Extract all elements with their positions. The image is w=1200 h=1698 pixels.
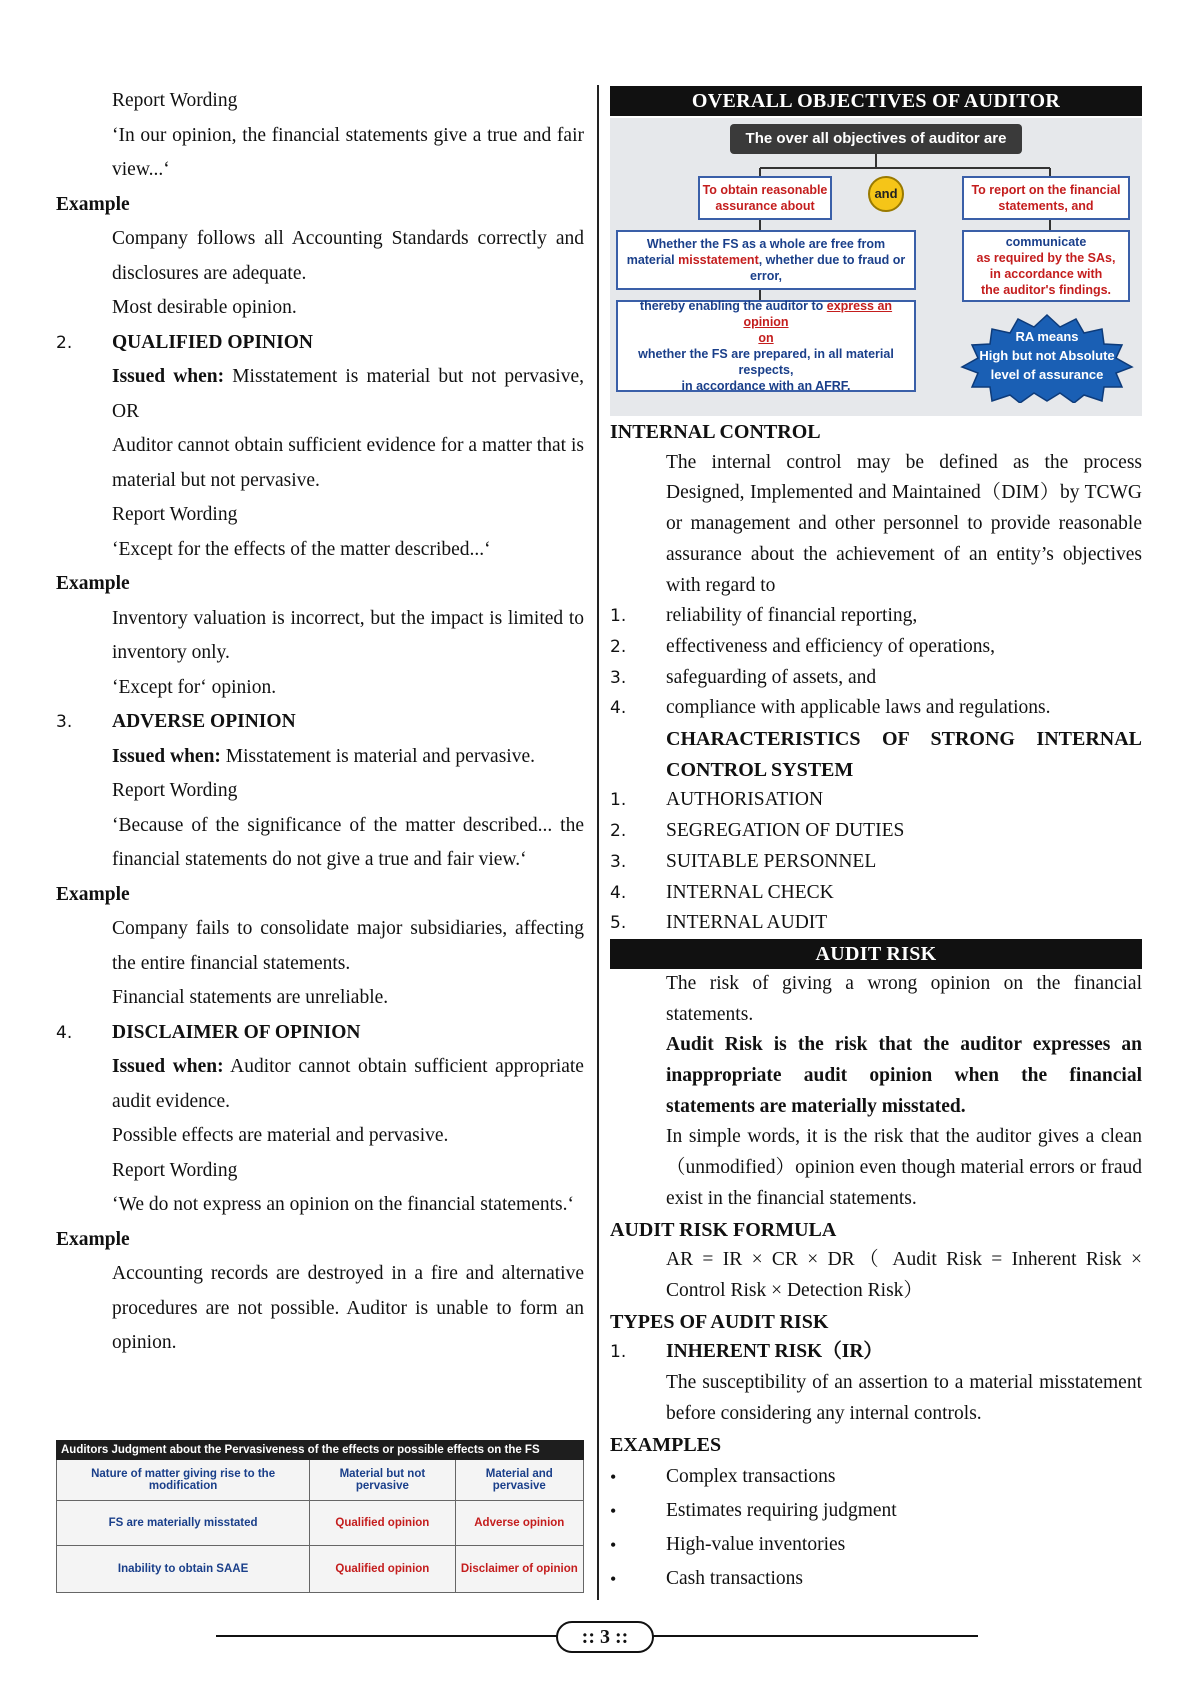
list-number: 3. [610, 851, 627, 872]
bullet-icon: • [610, 1535, 617, 1556]
list-item [610, 908, 1142, 939]
table-col-header: Material and pervasive [455, 1460, 583, 1501]
left-mid-c: , whether due to fraud or error, [750, 253, 906, 283]
table-row [57, 1460, 584, 1501]
list-text: Estimates requiring judgment [666, 1500, 897, 1522]
list-item [610, 847, 1142, 878]
types-title: TYPES OF AUDIT RISK [610, 1310, 829, 1333]
diagram-right-mid [962, 230, 1130, 302]
qualified-report-label: Report Wording [112, 504, 238, 525]
list-number: 3. [610, 667, 627, 688]
audit-risk-simple: In simple words, it is the risk that the auditor gives a clean（unmodified）opinion even though material errors or fraud exist in the financial statements. [666, 1126, 1142, 1209]
table-header: Auditors Judgment about the Pervasiveness of the effects or possible effects on the FS [57, 1441, 584, 1460]
qualified-number: 2. [56, 332, 73, 353]
adverse-note: Financial statements are unreliable. [112, 987, 389, 1008]
diagram-and-circle: and [868, 176, 904, 212]
disclaimer-number: 4. [56, 1022, 73, 1043]
list-text: SEGREGATION OF DUTIES [666, 820, 905, 842]
diagram-top-box: The over all objectives of auditor are [730, 124, 1022, 154]
table-row [57, 1501, 584, 1546]
internal-control-definition: The internal control may be defined as the process Designed, Implemented and Maintained（DIM）by TCWG or management and other personnel to provide reasonable assurance about the achievement of an entity’s objectives with regard to [666, 451, 1142, 596]
qualified-issued-text2: Auditor cannot obtain sufficient evidence for a matter that is material but not pervasive. [112, 435, 584, 491]
inherent-risk-definition: The susceptibility of an assertion to a material misstatement before considering any internal controls. [666, 1372, 1142, 1424]
list-text: safeguarding of assets, and [666, 666, 877, 688]
right-mid-d: the auditor's findings. [980, 283, 1112, 297]
formula-text: AR = IR × CR × DR（ Audit Risk = Inherent Risk × Control Risk × Detection Risk） [666, 1249, 1142, 1301]
page-number: :: 3 :: [556, 1621, 654, 1653]
disclaimer-title: DISCLAIMER OF OPINION [112, 1021, 361, 1043]
adverse-report-label: Report Wording [112, 780, 238, 801]
diagram-left-head [698, 176, 832, 220]
list-text: effectiveness and efficiency of operations, [666, 635, 996, 657]
left-column [56, 84, 584, 1361]
audit-risk-bold-definition: Audit Risk is the risk that the auditor expresses an inappropriate audit opinion when the financial statements are materially misstated. [666, 1034, 1142, 1117]
qualified-issued-text: Misstatement is material but not pervasive, OR [112, 366, 585, 422]
example-label: Example [56, 573, 130, 594]
examples-list [610, 1460, 1142, 1596]
table-col-header: Material but not pervasive [310, 1460, 455, 1501]
table-row [57, 1546, 584, 1593]
characteristics-list [610, 785, 1142, 939]
unmodified-report-wording: ‘In our opinion, the financial statements give a true and fair view...‘ [112, 124, 584, 180]
list-number: 1. [610, 606, 627, 627]
ic-objectives-list [610, 601, 1142, 724]
right-head-text: To report on the financial statements, and [971, 183, 1121, 213]
list-number: 1. [610, 790, 627, 811]
table-col-header: Nature of matter giving rise to the modification [57, 1460, 310, 1501]
table-cell: Adverse opinion [455, 1501, 583, 1546]
inherent-risk-heading [610, 1337, 1142, 1368]
left-mid-text [624, 236, 908, 284]
bullet-icon: • [610, 1569, 617, 1590]
list-item [610, 1528, 1142, 1562]
list-text: SUITABLE PERSONNEL [666, 850, 877, 872]
diagram-right-head [962, 176, 1130, 220]
left-bot-b: express an opinion [743, 299, 893, 329]
left-bot-d: whether the FS are prepared, in all material respects, [638, 347, 894, 377]
qualified-example-text: Inventory valuation is incorrect, but the impact is limited to inventory only. [112, 607, 584, 663]
characteristics-title: CHARACTERISTICS OF STRONG INTERNAL CONTROL SYSTEM [666, 728, 1142, 781]
qualified-heading [56, 326, 584, 361]
table-cell: Qualified opinion [310, 1546, 455, 1593]
disclaimer-heading [56, 1016, 584, 1051]
list-item [610, 878, 1142, 909]
inherent-risk-title: INHERENT RISK（IR） [666, 1341, 883, 1363]
example-label: Example [56, 193, 130, 215]
list-item [610, 601, 1142, 632]
left-bot-e: in accordance with an AFRF. [681, 379, 851, 393]
adverse-report-text: ‘Because of the significance of the matter described... the financial statements do not give a true and fair view.‘ [112, 814, 584, 870]
list-text: Complex transactions [666, 1466, 836, 1488]
list-text: reliability of financial reporting, [666, 605, 918, 627]
adverse-example-text: Company fails to consolidate major subsidiaries, affecting the entire financial statements. [112, 918, 584, 974]
list-number: 2. [610, 636, 627, 657]
adverse-heading [56, 705, 584, 740]
star-text [956, 327, 1138, 384]
list-text: INTERNAL CHECK [666, 881, 834, 903]
left-mid-a: Whether the FS as a whole are free from material [626, 237, 886, 267]
qualified-note: ‘Except for‘ opinion. [112, 676, 277, 698]
disclaimer-report-text: ‘We do not express an opinion on the financial statements.‘ [112, 1194, 574, 1215]
adverse-issued [56, 740, 584, 775]
disclaimer-issued [56, 1050, 584, 1119]
issued-label: Issued when: [112, 745, 221, 767]
list-item [610, 785, 1142, 816]
unmodified-report-label: Report Wording [112, 90, 238, 111]
qualified-title: QUALIFIED OPINION [112, 331, 313, 353]
list-text: Cash transactions [666, 1568, 804, 1590]
left-head-text: To obtain reasonable assurance about [702, 183, 828, 213]
left-bot-line1 [622, 298, 910, 330]
audit-risk-heading: AUDIT RISK [610, 939, 1142, 969]
pervasiveness-table [56, 1440, 584, 1593]
list-item [610, 1494, 1142, 1528]
list-text: compliance with applicable laws and regulations. [666, 697, 1051, 719]
example-label: Example [56, 1228, 130, 1250]
star-line-2: High but not Absolute [979, 348, 1115, 363]
table-cell: Disclaimer of opinion [455, 1546, 583, 1593]
list-item [610, 1562, 1142, 1596]
issued-label: Issued when: [112, 1056, 224, 1077]
right-mid-c: in accordance with [989, 267, 1103, 281]
star-line-1: RA means [1015, 329, 1079, 344]
right-mid-b: as required by the SAs, [976, 251, 1116, 265]
diagram-left-bottom [616, 300, 916, 392]
list-text: INTERNAL AUDIT [666, 912, 828, 934]
list-number: 5. [610, 913, 627, 934]
list-number: 1. [610, 1342, 627, 1363]
bullet-icon: • [610, 1501, 617, 1522]
right-mid-a: communicate [1005, 235, 1087, 249]
table-row-label: Inability to obtain SAAE [57, 1546, 310, 1593]
right-column [610, 86, 1142, 1596]
list-text: High-value inventories [666, 1534, 846, 1556]
table-cell: Qualified opinion [310, 1501, 455, 1546]
diagram-left-mid [616, 230, 916, 290]
list-number: 2. [610, 821, 627, 842]
examples-title: EXAMPLES [610, 1433, 722, 1456]
adverse-number: 3. [56, 712, 73, 732]
list-item [610, 632, 1142, 663]
qualified-report-text: ‘Except for the effects of the matter described...‘ [112, 538, 491, 560]
disclaimer-example-text: Accounting records are destroyed in a fire and alternative procedures are not possible. Auditor is unable to form an opinion. [112, 1263, 584, 1353]
list-number: 4. [610, 882, 627, 903]
unmodified-note: Most desirable opinion. [112, 297, 297, 318]
footer-rule-right [648, 1635, 978, 1637]
example-label: Example [56, 883, 130, 905]
list-item [610, 663, 1142, 694]
disclaimer-note: Possible effects are material and pervasive. [112, 1125, 449, 1146]
list-item [610, 1460, 1142, 1494]
adverse-title: ADVERSE OPINION [112, 711, 296, 732]
left-bot-a: thereby enabling the auditor to [639, 299, 827, 313]
internal-control-title: INTERNAL CONTROL [610, 421, 821, 443]
unmodified-example-text: Company follows all Accounting Standards correctly and disclosures are adequate. [112, 228, 584, 284]
issued-label: Issued when: [112, 366, 225, 387]
audit-risk-definition: The risk of giving a wrong opinion on the financial statements. [666, 972, 1142, 1025]
left-mid-b: misstatement [678, 253, 759, 267]
objectives-heading: OVERALL OBJECTIVES OF AUDITOR [610, 86, 1142, 116]
list-text: AUTHORISATION [666, 789, 824, 811]
table-row-label: FS are materially misstated [57, 1501, 310, 1546]
qualified-issued [56, 360, 584, 429]
list-number: 4. [610, 698, 627, 719]
assurance-star-badge [956, 313, 1138, 403]
left-bot-c: on [758, 331, 774, 345]
footer-rule-left [216, 1635, 558, 1637]
column-divider [597, 85, 599, 1600]
list-item [610, 816, 1142, 847]
formula-title: AUDIT RISK FORMULA [610, 1218, 837, 1241]
disclaimer-issued-text: Auditor cannot obtain sufficient appropriate audit evidence. [112, 1056, 584, 1112]
disclaimer-report-label: Report Wording [112, 1159, 238, 1181]
bullet-icon: • [610, 1467, 617, 1488]
star-line-3: level of assurance [990, 367, 1104, 382]
adverse-issued-text: Misstatement is material and pervasive. [225, 745, 535, 767]
objectives-diagram [610, 118, 1142, 416]
list-item [610, 693, 1142, 724]
